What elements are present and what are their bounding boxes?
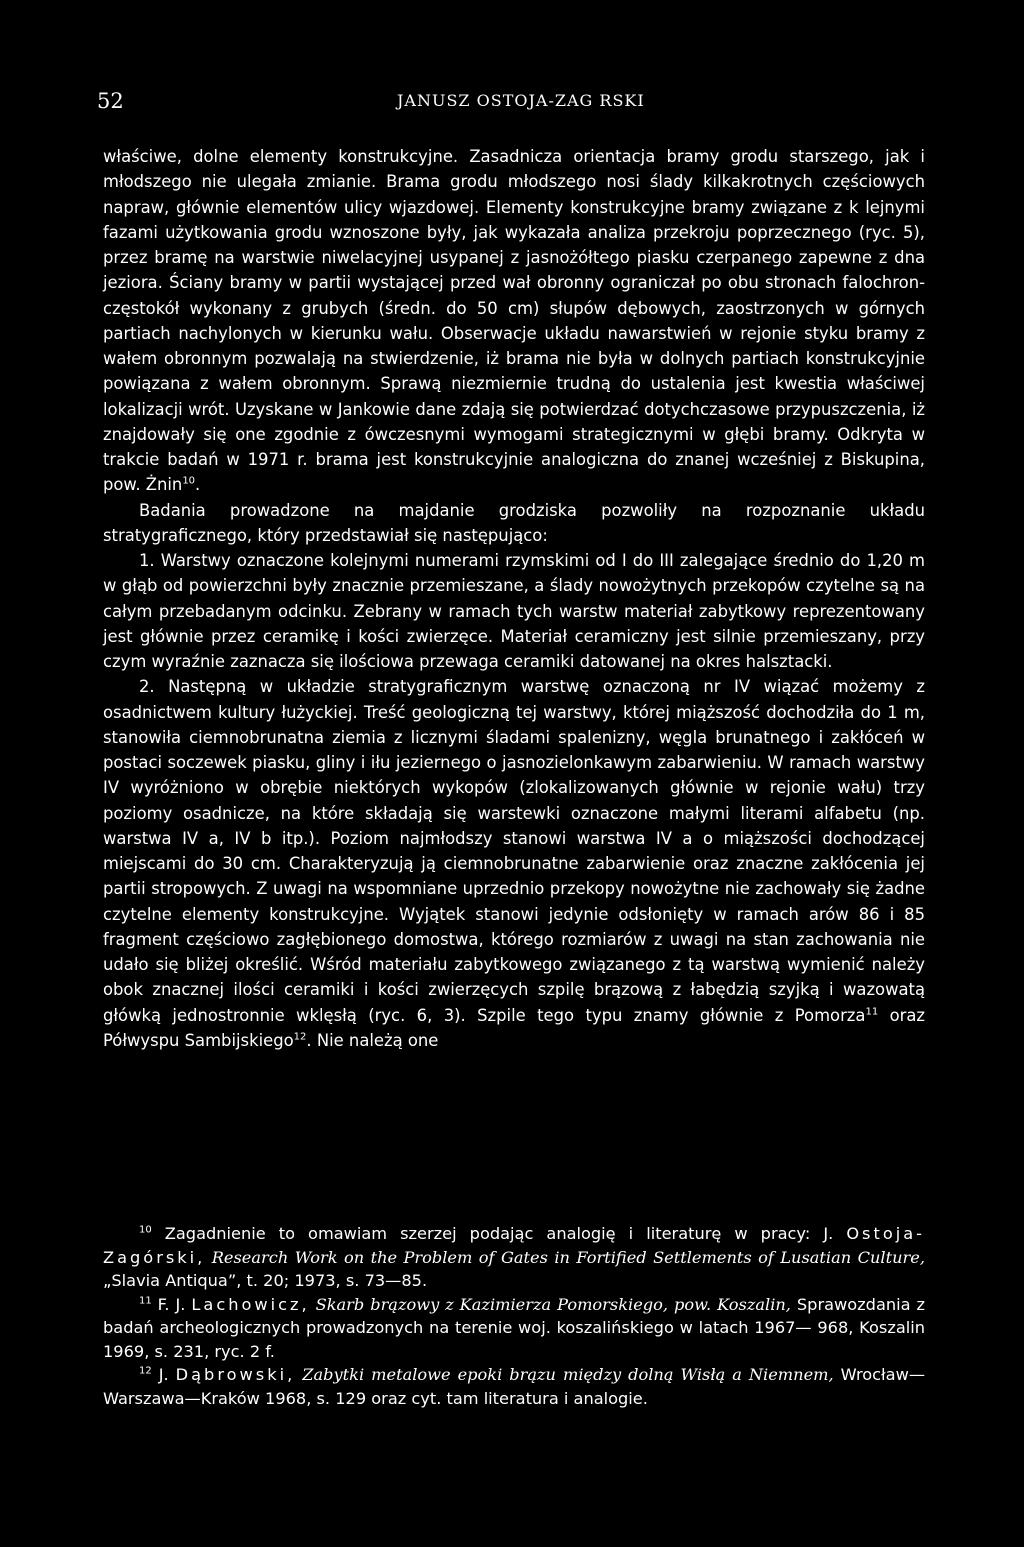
page-header [97,89,927,115]
page-number: 52 [97,89,124,113]
footnote-12-number: 12 [139,1365,152,1377]
footnote-12-text-b: Wrocław—Warszawa—Kraków 1968, s. 129 oraz cyt. tam literatura i analogie. [103,1365,926,1408]
footnotes [103,1222,925,1410]
footnote-10 [103,1222,925,1293]
paragraph-1-text: właściwe, dolne elementy konstrukcyjne. Zasadnicza orientacja bramy grodu starszego, jak i młodszego nie ulegała zmianie. Brama grodu młodszego nosi ślady kilkakrotnych częściowych napraw, głównie elementów ulicy wjazdowej. Elementy konstrukcyjne bramy związane z k lejnymi fazami użytkowania grodu wznoszone były, jak wykazała analiza przekroju poprzecznego (ryc. 5), przez bramę na warstwie niwelacyjnej usypanej z jasnożółtego piasku czerpanego zapewne z dna jeziora. Ściany bramy w partii wystającej przed wał obronny ograniczał po obu stronach falochron-częstokół wykonany z grubych (średn. do 50 cm) słupów dębowych, zaostrzonych w górnych partiach nachylonych w kierunku wału. Obserwacje układu nawarstwień w rejonie styku bramy z wałem obronnym pozwalają na stwierdzenie, iż brama nie była w dolnych partiach konstrukcyjnie powiązana z wałem obronnym. Sprawą niezmiernie trudną do ustalenia jest kwestia właściwej lokalizacji wrót. Uzyskane w Jankowie dane zdają się potwierdzać dotychczasowe przypuszczenia, iż znajdowały się one zgodnie z ówczesnymi wymogami strategicznymi w głębi bramy. Odkryta w trakcie badań w 1971 r. brama jest konstrukcyjnie analogiczna do znanej wcześniej z Biskupina, pow. Żnin [103,147,925,495]
footnote-10-title: Research Work on the Problem of Gates in Fortified Settlements of Lusatian Culture, [211,1247,925,1267]
paragraph-4 [103,674,925,1053]
paragraph-4-text-c: . Nie należą one [306,1030,439,1050]
body-text [103,144,925,1053]
footnote-ref-12: 12 [293,1031,307,1043]
paragraph-2: Badania prowadzone na majdanie grodziska pozwoliły na rozpoznanie układu stratygraficznego, który przedstawiał się następująco: [103,500,925,545]
paragraph-1-end: . [195,475,201,495]
footnote-11-number: 11 [139,1295,152,1307]
footnote-10-text-b: „Slavia Antiqua”, t. 20; 1973, s. 73—85. [103,1271,428,1290]
footnote-10-number: 10 [139,1224,152,1236]
footnote-11-title: Skarb brązowy z Kazimierza Pomorskiego, pow. Koszalin, [315,1294,791,1314]
footnote-11-text-a: F. J. [151,1294,192,1314]
footnote-12-title: Zabytki metalowe epoki brązu między dolną Wisłą a Niemnem, [302,1365,834,1384]
paragraph-4-text-a: 2. Następną w układzie stratygraficznym warstwę oznaczoną nr IV wiązać możemy z osadnictwem kultury łużyckiej. Treść geologiczną tej warstwy, której miąższość dochodziła do 1 m, stanowiła ciemnobrunatna ziemia z licznymi śladami spalenizny, węgla brunatnego i zakłóceń w postaci soczewek piasku, gliny i iłu jeziernego o jasnozielonkawym zabarwieniu. W ramach warstwy IV wyróżniono w obrębie niektórych wykopów (zlokalizowanych głównie w rejonie wału) trzy poziomy osadnicze, na które składają się warstewki oznaczone małymi literami alfabetu (np. warstwa IV a, IV b itp.). Poziom najmłodszy stanowi warstwa IV a o miąższości dochodzącej miejscami do 30 cm. Charakteryzują ją ciemnobrunatne zabarwienie oraz znaczne zakłócenia jej partii stropowych. Z uwagi na wspomniane uprzednio przekopy nowożytne nie zachowały się żadne czytelne elementy konstrukcyjne. Wyjątek stanowi jedynie odsłonięty w ramach arów 86 i 85 fragment częściowo zagłębionego domostwa, którego rozmiarów z uwagi na stan zachowania nie udało się bliżej określić. Wśród materiału zabytkowego związanego z tą warstwą wymienić należy obok znacznej ilości ceramiki i kości zwierzęcych szpilę brązową z łabędzią szyjką i wazowatą główką jednostronnie wklęsłą (ryc. 6, 3). Szpile tego typu znamy głównie z Pomorza [103,677,925,1025]
footnote-12-author: Dąbrowski, [175,1365,296,1384]
running-head: JANUSZ OSTOJA-ZAG RSKI [397,91,645,110]
paragraph-3: 1. Warstwy oznaczone kolejnymi numerami rzymskimi od I do III zalegające średnio do 1,20 m w głąb od powierzchni były znacznie przemieszane, a ślady nowożytnych przekopów czytelne są na całym przebadanym odcinku. Zebrany w ramach tych warstw materiał zabytkowy reprezentowany jest głównie przez ceramikę i kości zwierzęce. Materiał ceramiczny jest silnie przemieszany, przy czym wyraźnie zaznacza się ilościowa przewaga ceramiki datowanej na okres halsztacki. [103,551,925,671]
paragraph-4-text-b: oraz Półwyspu Sambijskiego [103,1005,925,1050]
footnote-11-text-b: Sprawozdania z badań archeologicznych prowadzonych na terenie woj. koszalińskiego w latach 1967— 968, Koszalin 1969, s. 231, ryc. 2 f. [103,1294,925,1361]
footnote-12-text-a: J. [151,1365,176,1384]
footnote-ref-10: 10 [182,475,196,487]
footnote-12 [103,1363,925,1410]
footnote-11 [103,1293,925,1364]
footnote-11-author: Lachowicz, [191,1294,310,1314]
footnote-ref-11: 11 [865,1006,879,1018]
paragraph-1 [103,144,925,498]
footnote-10-author: Ostoja-Zagórski, [103,1224,925,1267]
footnote-10-text-a: Zagadnienie to omawiam szerzej podając analogię i literaturę w pracy: J. [151,1224,847,1243]
